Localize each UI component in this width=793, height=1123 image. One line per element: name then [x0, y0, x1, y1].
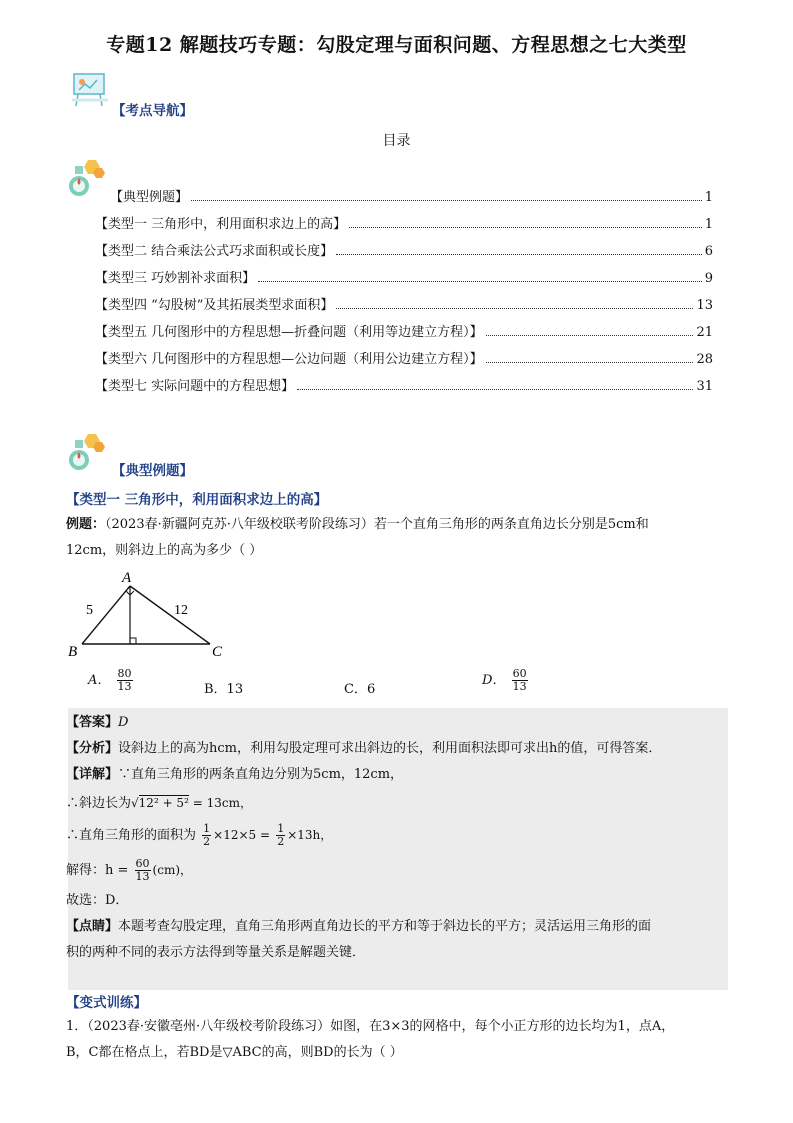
toc-entry-label: 【类型六 几何图形中的方程思想—公边问题（利用公边建立方程）】	[95, 352, 483, 367]
flask-icon	[66, 158, 104, 196]
toc-entry-label: 【典型例题】	[110, 190, 189, 205]
option-d-letter: D．	[482, 673, 506, 688]
toc-entry-label: 【类型七 实际问题中的方程思想】	[95, 379, 295, 394]
question-line: 1．（2023春·安徽亳州·八年级校考阶段练习）如图，在3×3的网格中，每个小正方形的边长均为1，点A，	[66, 1019, 675, 1034]
toc-entry-page: 28	[696, 352, 713, 367]
comment-line: 【点睛】本题考查勾股定理，直角三角形两直角边长的平方和等于斜边长的平方；灵活运用三角形的面	[66, 919, 652, 934]
answer-line: 【答案】D	[66, 715, 129, 730]
vertex-label-a: A	[122, 570, 132, 586]
example-question	[66, 512, 736, 564]
triangle-figure	[62, 566, 242, 662]
toc-leader	[336, 308, 693, 309]
toc-leader	[349, 227, 702, 228]
toc-leader	[191, 200, 702, 201]
presentation-board-icon	[70, 70, 108, 108]
toc-entry[interactable]	[95, 294, 713, 321]
toc-entry[interactable]	[110, 186, 713, 208]
option-a-letter: A．	[88, 673, 111, 688]
toc-leader	[258, 281, 702, 282]
detail-solve: 解得：h = $\frac{60}{13}$ (cm)，	[66, 857, 193, 883]
toc-entry[interactable]	[95, 348, 713, 375]
detail-area: ∴直角三角形的面积为 $\frac{1}{2}$ ×12×5 = $\frac{1}{2}$ ×13h，	[66, 822, 333, 848]
document-title: 专题12 解题技巧专题：勾股定理与面积问题、方程思想之七大类型	[106, 34, 687, 56]
variant-heading: 【变式训练】	[66, 995, 147, 1011]
example-line: （2023春·新疆阿克苏·八年级校联考阶段练习）若一个直角三角形的两条直角边长分别是5cm和	[105, 517, 649, 532]
example-line: 12cm，则斜边上的高为多少（ ）	[66, 543, 263, 558]
question-1	[66, 1014, 736, 1066]
toc-entry-label: 【类型二 结合乘法公式巧求面积或长度】	[95, 244, 334, 259]
type1-heading: 【类型一 三角形中，利用面积求边上的高】	[66, 492, 328, 508]
toc-list	[110, 186, 713, 208]
section-heading: 【典型例题】	[112, 463, 193, 479]
vertex-label-c: C	[212, 644, 223, 660]
toc-entry-page: 9	[704, 271, 713, 286]
detail-line: 【详解】∵直角三角形的两条直角边分别为5cm，12cm，	[66, 767, 404, 782]
toc-entry-page: 6	[704, 244, 713, 259]
toc-entry[interactable]	[95, 321, 713, 348]
question-line: B，C都在格点上，若BD是▽ABC的高，则BD的长为（ ）	[66, 1045, 403, 1060]
option-a[interactable]	[88, 668, 135, 693]
toc-entry-label: 【类型四 “勾股树”及其拓展类型求面积】	[95, 298, 334, 313]
toc-entry[interactable]	[95, 213, 713, 240]
option-d[interactable]	[482, 668, 530, 693]
toc-entry-page: 1	[704, 217, 713, 232]
toc-leader	[486, 335, 694, 336]
toc-entry-label: 【类型五 几何图形中的方程思想—折叠问题（利用等边建立方程）】	[95, 325, 483, 340]
option-a-fraction: $\frac{80}{13}$	[117, 667, 132, 693]
analysis-line: 【分析】设斜边上的高为hcm，利用勾股定理可求出斜边的长，利用面积法即可求出h的值，可得答案．	[66, 741, 662, 756]
detail-hypotenuse: ∴斜边长为√12² + 5² = 13cm，	[66, 796, 252, 811]
toc-list-types	[95, 213, 713, 402]
side-label-ab: 5	[86, 603, 93, 618]
toc-entry-label: 【类型三 巧妙割补求面积】	[95, 271, 256, 286]
toc-leader	[486, 362, 694, 363]
toc-title: 目录	[382, 133, 411, 149]
side-label-ac: 12	[174, 603, 188, 618]
vertex-label-b: B	[68, 644, 78, 660]
example-prefix: 例题：	[66, 517, 106, 532]
toc-entry[interactable]	[95, 240, 713, 267]
detail-choice: 故选：D．	[66, 893, 129, 908]
toc-leader	[336, 254, 702, 255]
flask-icon	[66, 432, 104, 470]
option-b[interactable]: B．13	[204, 682, 244, 697]
nav-heading: 【考点导航】	[112, 103, 193, 119]
toc-leader	[297, 389, 693, 390]
toc-entry[interactable]	[95, 375, 713, 402]
toc-entry-page: 1	[704, 190, 713, 205]
solution-content	[66, 710, 730, 966]
option-d-fraction: $\frac{60}{13}$	[512, 667, 527, 693]
toc-entry[interactable]	[95, 267, 713, 294]
toc-entry-page: 31	[696, 379, 713, 394]
option-c[interactable]: C．6	[344, 682, 376, 697]
toc-entry-page: 21	[696, 325, 713, 340]
comment-line: 积的两种不同的表示方法得到等量关系是解题关键．	[66, 945, 366, 960]
toc-entry-page: 13	[696, 298, 713, 313]
toc-entry-label: 【类型一 三角形中，利用面积求边上的高】	[95, 217, 347, 232]
